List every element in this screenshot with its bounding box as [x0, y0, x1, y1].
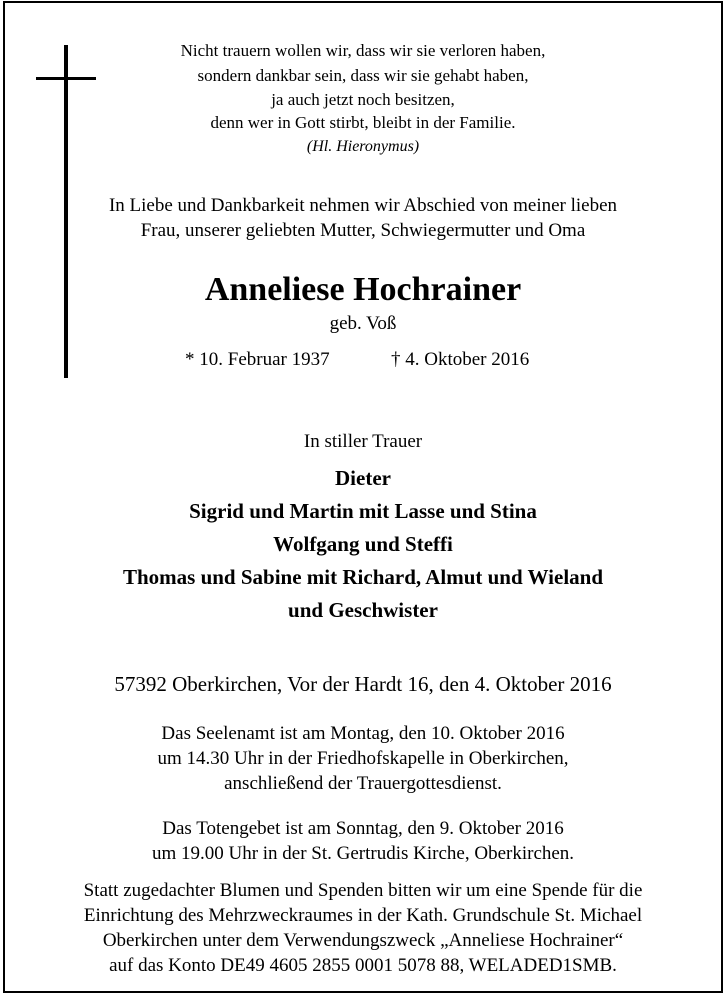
deceased-name: Anneliese Hochrainer: [204, 271, 522, 308]
donation-line: Statt zugedachter Blumen und Spenden bitten wir um eine Spende für die: [83, 880, 643, 901]
donation-line: Einrichtung des Mehrzweckraumes in der Kath. Grundschule St. Michael: [83, 905, 643, 926]
mourner-line: Dieter: [335, 466, 391, 490]
requiem-line: Das Seelenamt ist am Montag, den 10. Oktober 2016: [161, 723, 565, 744]
mourner-line: Thomas und Sabine mit Richard, Almut und Wieland: [122, 565, 604, 589]
quote-attribution: (Hl. Hieronymus): [306, 138, 420, 155]
quote-line: sondern dankbar sein, dass wir sie gehabt haben,: [197, 66, 529, 85]
quote-line: denn wer in Gott stirbt, bleibt in der Familie.: [210, 113, 516, 132]
mourners-heading: In stiller Trauer: [303, 431, 423, 452]
obituary-notice: [3, 1, 723, 993]
maiden-name: geb. Voß: [329, 313, 397, 334]
death-date: † 4. Oktober 2016: [391, 349, 530, 370]
quote-line: Nicht trauern wollen wir, dass wir sie verloren haben,: [180, 41, 546, 60]
intro-line: Frau, unserer geliebten Mutter, Schwiegermutter und Oma: [140, 220, 586, 241]
birth-date: * 10. Februar 1937: [185, 349, 330, 370]
prayer-line: um 19.00 Uhr in der St. Gertrudis Kirche, Oberkirchen.: [151, 843, 575, 864]
prayer-line: Das Totengebet ist am Sonntag, den 9. Oktober 2016: [162, 818, 564, 839]
intro-line: In Liebe und Dankbarkeit nehmen wir Abschied von meiner lieben: [108, 195, 618, 216]
mourner-line: und Geschwister: [288, 598, 438, 622]
quote-line: ja auch jetzt noch besitzen,: [271, 90, 455, 109]
donation-line: auf das Konto DE49 4605 2855 0001 5078 88, WELADED1SMB.: [109, 955, 617, 976]
requiem-line: um 14.30 Uhr in der Friedhofskapelle in Oberkirchen,: [157, 748, 569, 769]
requiem-line: anschließend der Trauergottesdienst.: [224, 773, 502, 794]
address-date: 57392 Oberkirchen, Vor der Hardt 16, den 4. Oktober 2016: [114, 672, 612, 696]
donation-line: Oberkirchen unter dem Verwendungszweck „Anneliese Hochrainer“: [102, 930, 624, 951]
mourner-line: Sigrid und Martin mit Lasse und Stina: [189, 499, 537, 523]
mourner-line: Wolfgang und Steffi: [273, 532, 453, 556]
